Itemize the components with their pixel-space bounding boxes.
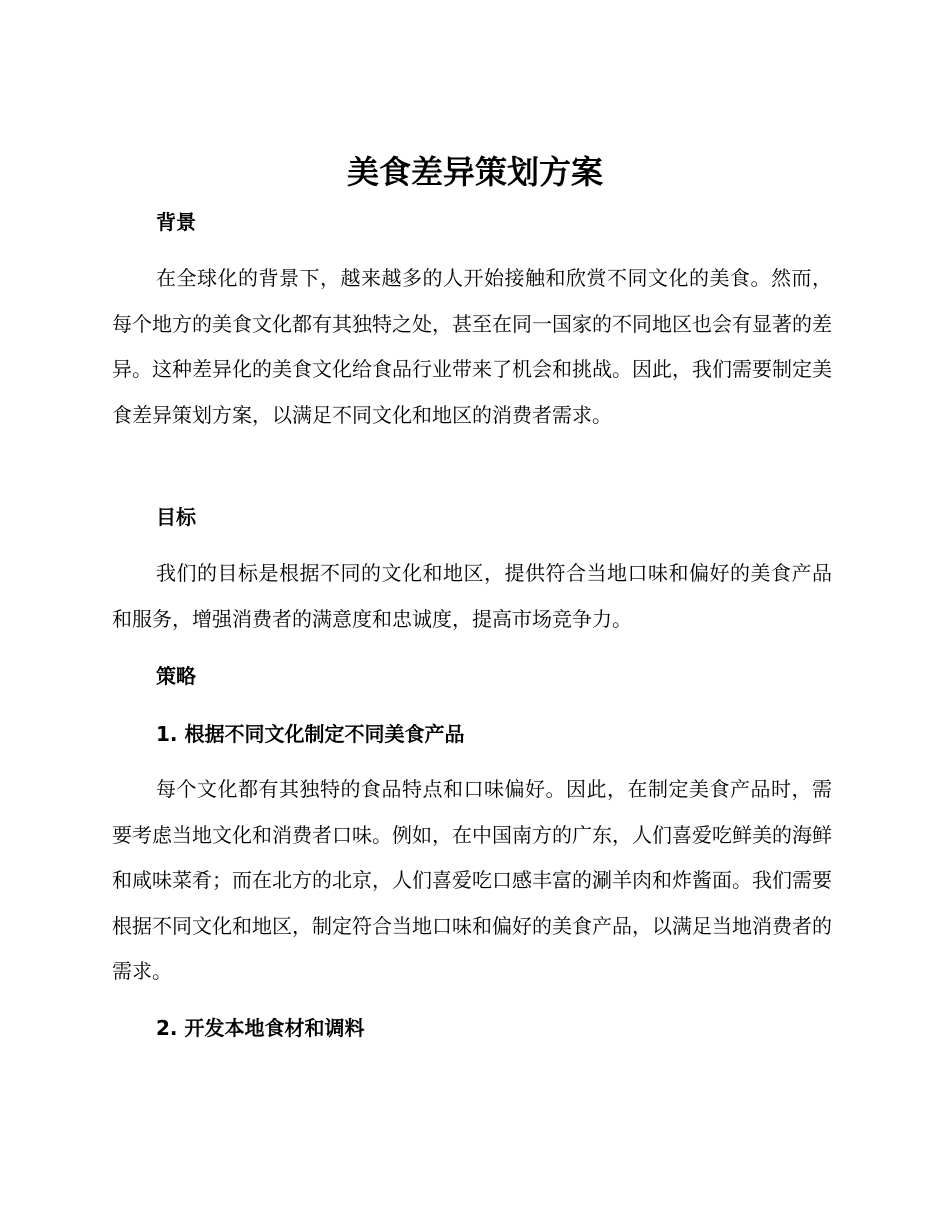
document-title: 美食差异策划方案 — [346, 153, 603, 191]
strategy-item-1-heading: 1. 根据不同文化制定不同美食产品 — [156, 722, 465, 746]
section-paragraph-background: 在全球化的背景下，越来越多的人开始接触和欣赏不同文化的美食。然而，每个地方的美食文化都有其独特之处，甚至在同一国家的不同地区也会有显著的差异。这种差异化的美食文化给食品行业带来了机会和挑战。因此，我们需要制定美食差异策划方案，以满足不同文化和地区的消费者需求。 — [112, 266, 832, 427]
section-heading-background: 背景 — [156, 210, 196, 234]
strategy-item-2-heading: 2. 开发本地食材和调料 — [156, 1016, 365, 1040]
section-paragraph-goal: 我们的目标是根据不同的文化和地区，提供符合当地口味和偏好的美食产品和服务，增强消费者的满意度和忠诚度，提高市场竞争力。 — [112, 561, 832, 631]
section-heading-goal: 目标 — [156, 505, 196, 529]
strategy-item-1-paragraph: 每个文化都有其独特的食品特点和口味偏好。因此，在制定美食产品时，需要考虑当地文化和消费者口味。例如，在中国南方的广东，人们喜爱吃鲜美的海鲜和咸味菜肴；而在北方的北京，人们喜爱吃口感丰富的涮羊肉和炸酱面。我们需要根据不同文化和地区，制定符合当地口味和偏好的美食产品，以满足当地消费者的需求。 — [112, 777, 832, 984]
section-heading-strategy: 策略 — [156, 664, 196, 688]
